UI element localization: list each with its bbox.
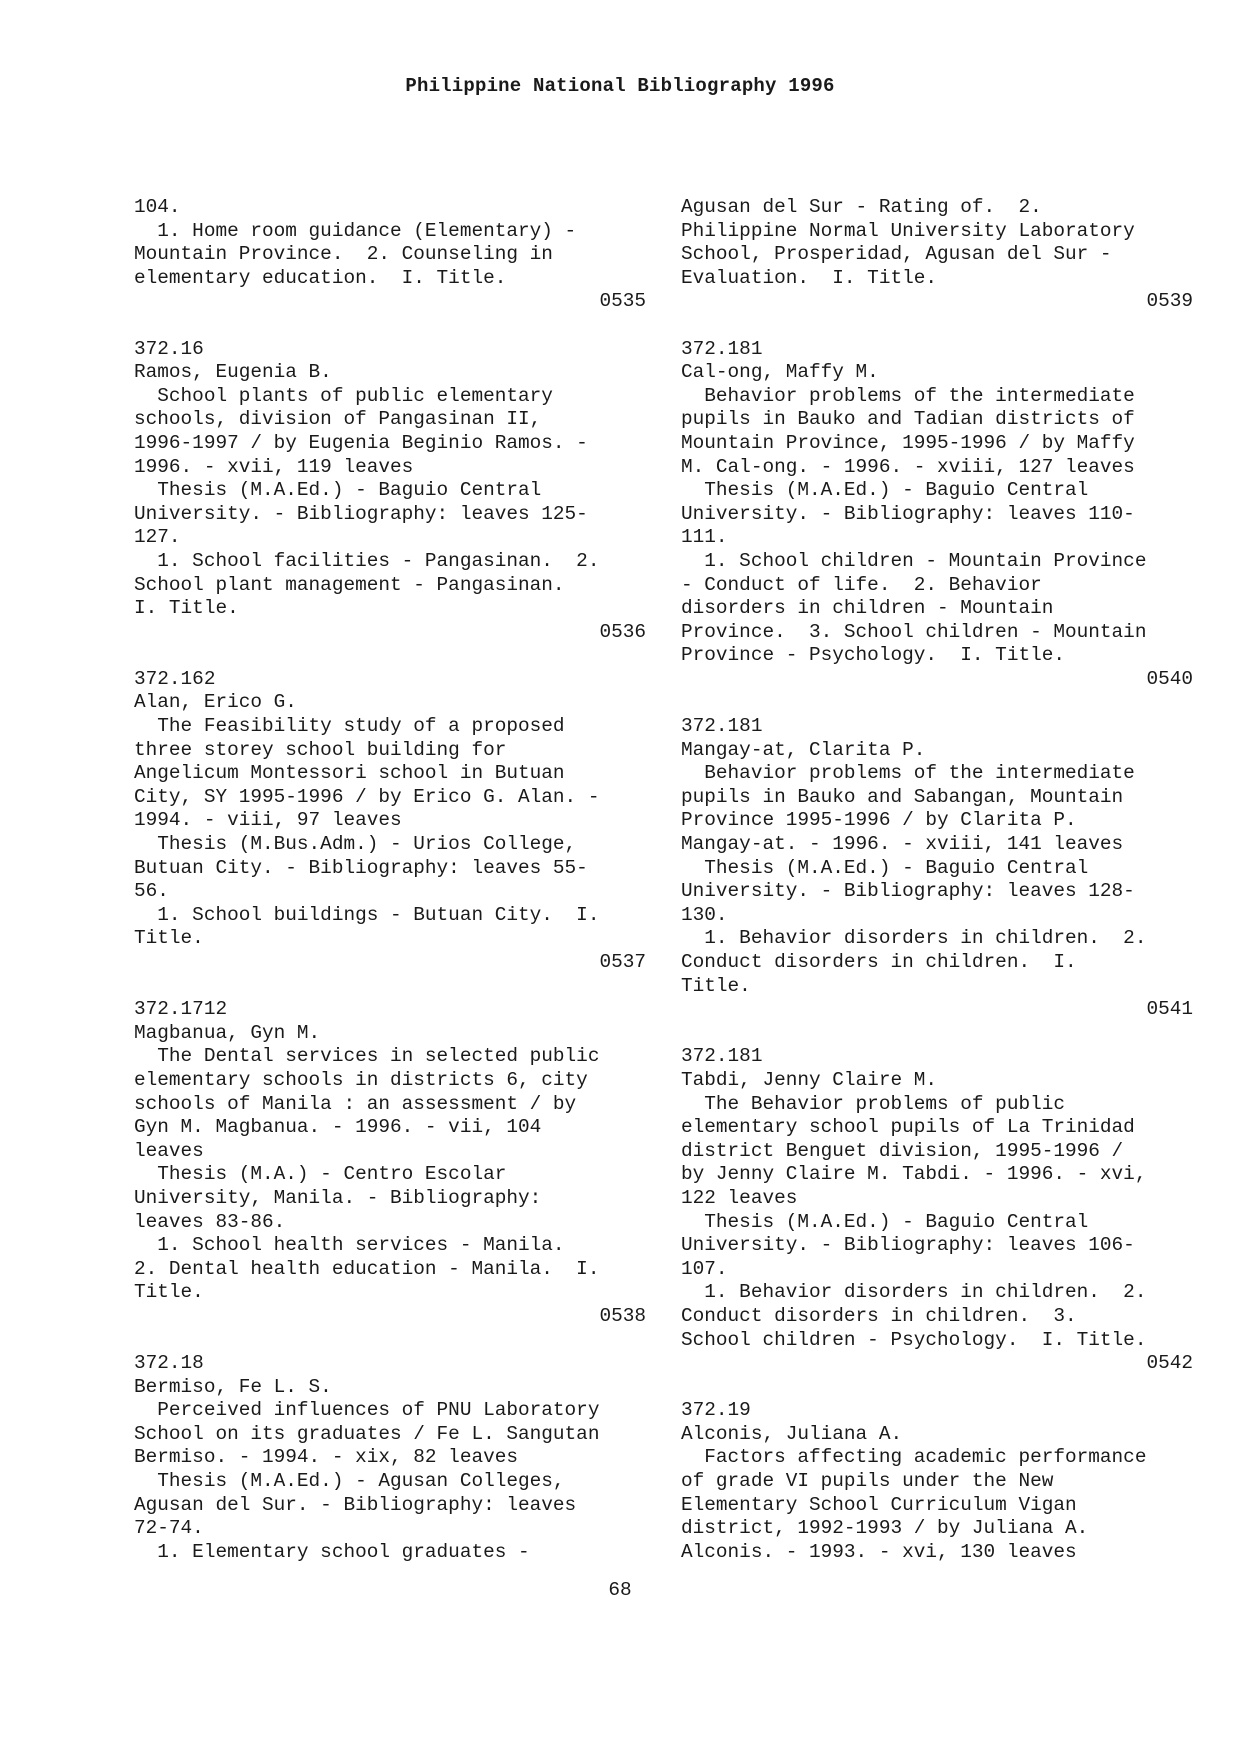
entry-line: The Feasibility study of a proposed [134, 715, 565, 738]
entry-line: I. Title. [134, 597, 239, 620]
entry-spacer [134, 1329, 646, 1353]
entry-number: 0540 [1146, 667, 1193, 690]
entry-line: district Benguet division, 1995-1996 / [681, 1139, 1124, 1162]
entry-spacer [134, 314, 646, 338]
entry-line: - Conduct of life. 2. Behavior [681, 573, 1042, 596]
entry-line: by Jenny Claire M. Tabdi. - 1996. - xvi, [681, 1163, 1147, 1186]
entry-line: disorders in children - Mountain [681, 597, 1054, 620]
entry-line: 1. Behavior disorders in children. 2. [681, 1281, 1147, 1304]
entry-line: School children - Psychology. I. Title. [681, 1328, 1147, 1351]
entry-line: Angelicum Montessori school in Butuan [134, 762, 565, 785]
entry-line: City, SY 1995-1996 / by Erico G. Alan. - [134, 785, 600, 808]
entry-line: 1. School facilities - Pangasinan. 2. [134, 549, 600, 572]
entry-line: Tabdi, Jenny Claire M. [681, 1068, 937, 1091]
entry-line: Conduct disorders in children. I. [681, 951, 1077, 973]
entry-line: Title. [134, 1281, 204, 1304]
entry-line: elementary education. I. Title. [134, 266, 507, 289]
entry-line: 127. [134, 526, 181, 549]
entry-line: University. - Bibliography: leaves 106- [681, 1234, 1135, 1257]
entry-number: 0541 [1146, 998, 1193, 1021]
entry-line: 1994. - viii, 97 leaves [134, 809, 402, 832]
entry-line: 372.18 [134, 1352, 204, 1375]
entry-line: Thesis (M.A.Ed.) - Baguio Central [681, 856, 1089, 879]
entry-number: 0537 [599, 951, 646, 973]
entry-line: of grade VI pupils under the New [681, 1470, 1054, 1493]
entry-line: leaves [134, 1139, 204, 1162]
bibliography-entry [134, 196, 646, 338]
entry-line: 1996. - xvii, 119 leaves [134, 455, 414, 478]
entry-line: Thesis (M.A.) - Centro Escolar [134, 1163, 507, 1186]
entry-line: Mangay-at, Clarita P. [681, 738, 926, 761]
bibliography-entry [134, 668, 646, 998]
right-column [681, 196, 1193, 1564]
entry-line: The Behavior problems of public [681, 1092, 1065, 1115]
entry-line: pupils in Bauko and Sabangan, Mountain [681, 785, 1124, 808]
entry-line: University. - Bibliography: leaves 128- [681, 880, 1135, 903]
entry-line: 1. Home room guidance (Elementary) - [134, 219, 577, 242]
bibliography-entry [681, 196, 1193, 338]
entry-line: Conduct disorders in children. 3. [681, 1304, 1077, 1327]
entry-line: Butuan City. - Bibliography: leaves 55- [134, 856, 588, 879]
entry-line: 1. Behavior disorders in children. 2. [681, 927, 1147, 950]
entry-line: Alconis. - 1993. - xvi, 130 leaves [681, 1540, 1077, 1563]
entry-line: School plants of public elementary [134, 384, 553, 407]
entry-number: 0542 [1146, 1352, 1193, 1375]
entry-line: Ramos, Eugenia B. [134, 361, 332, 384]
entry-line: University, Manila. - Bibliography: [134, 1186, 542, 1209]
entry-number: 0536 [599, 620, 646, 643]
entry-line: 372.19 [681, 1399, 751, 1422]
entry-line: 372.181 [681, 715, 763, 738]
entry-number: 0539 [1146, 290, 1193, 313]
entry-line: 372.181 [681, 1045, 763, 1068]
entry-line: 107. [681, 1257, 728, 1280]
entry-line: Agusan del Sur - Rating of. 2. [681, 196, 1042, 218]
entry-line: School plant management - Pangasinan. [134, 573, 565, 596]
page-number: 68 [608, 1579, 632, 1601]
entry-line: Agusan del Sur. - Bibliography: leaves [134, 1493, 577, 1516]
entry-line: Evaluation. I. Title. [681, 266, 937, 289]
entry-line: 1996-1997 / by Eugenia Beginio Ramos. - [134, 431, 588, 454]
entry-line: Alan, Erico G. [134, 691, 297, 714]
entry-line: Mangay-at. - 1996. - xviii, 141 leaves [681, 833, 1124, 856]
entry-line: 72-74. [134, 1517, 204, 1540]
entry-line: Mountain Province, 1995-1996 / by Maffy [681, 431, 1135, 454]
entry-line: 372.162 [134, 667, 216, 690]
entry-spacer [134, 975, 646, 999]
entry-line: 1. School health services - Manila. [134, 1234, 565, 1257]
entry-spacer [681, 1376, 1193, 1400]
entry-line: Bermiso. - 1994. - xix, 82 leaves [134, 1446, 518, 1469]
bibliography-entry [134, 998, 646, 1352]
entry-line: Mountain Province. 2. Counseling in [134, 243, 553, 266]
entry-spacer [681, 1022, 1193, 1046]
entry-line: 372.1712 [134, 998, 228, 1021]
entry-line: Thesis (M.A.Ed.) - Agusan Colleges, [134, 1470, 565, 1493]
entry-line: The Dental services in selected public [134, 1045, 600, 1068]
entry-line: Thesis (M.A.Ed.) - Baguio Central [134, 479, 542, 502]
entry-line: Province 1995-1996 / by Clarita P. [681, 809, 1077, 832]
entry-line: Province. 3. School children - Mountain [681, 620, 1147, 643]
bibliography-entry [134, 338, 646, 668]
entry-number: 0538 [599, 1304, 646, 1327]
entry-line: 2. Dental health education - Manila. I. [134, 1257, 600, 1280]
entry-line: schools of Manila : an assessment / by [134, 1092, 577, 1115]
entry-line: 372.16 [134, 337, 204, 360]
bibliography-entry [134, 1352, 646, 1564]
left-column [134, 196, 646, 1564]
entry-line: Factors affecting academic performance [681, 1446, 1147, 1469]
entry-line: leaves 83-86. [134, 1210, 286, 1233]
entry-line: University. - Bibliography: leaves 125- [134, 502, 588, 525]
entry-line: Philippine Normal University Laboratory [681, 219, 1135, 242]
entry-line: three storey school building for [134, 738, 507, 761]
entry-line: Thesis (M.A.Ed.) - Baguio Central [681, 479, 1089, 502]
entry-line: 111. [681, 526, 728, 549]
entry-spacer [134, 644, 646, 668]
bibliography-entry [681, 715, 1193, 1045]
entry-line: Thesis (M.A.Ed.) - Baguio Central [681, 1210, 1089, 1233]
entry-line: Title. [134, 927, 204, 950]
entry-number: 0535 [599, 290, 646, 313]
entry-line: 130. [681, 903, 728, 926]
entry-line: Elementary School Curriculum Vigan [681, 1493, 1077, 1516]
entry-line: elementary school pupils of La Trinidad [681, 1116, 1135, 1139]
bibliography-entry [681, 1399, 1193, 1564]
entry-line: Bermiso, Fe L. S. [134, 1375, 332, 1398]
entry-line: elementary schools in districts 6, city [134, 1068, 588, 1091]
entry-line: School, Prosperidad, Agusan del Sur - [681, 243, 1112, 266]
entry-line: Province - Psychology. I. Title. [681, 644, 1065, 667]
entry-line: 1. School buildings - Butuan City. I. [134, 903, 600, 926]
page-title: Philippine National Bibliography 1996 [405, 75, 835, 97]
entry-line: schools, division of Pangasinan II, [134, 408, 542, 431]
bibliography-entry [681, 1045, 1193, 1399]
entry-line: district, 1992-1993 / by Juliana A. [681, 1517, 1089, 1540]
entry-line: Behavior problems of the intermediate [681, 384, 1135, 407]
entry-line: 1. Elementary school graduates - [134, 1540, 530, 1563]
entry-line: School on its graduates / Fe L. Sangutan [134, 1422, 600, 1445]
entry-line: pupils in Bauko and Tadian districts of [681, 408, 1135, 431]
entry-spacer [681, 314, 1193, 338]
entry-line: Alconis, Juliana A. [681, 1422, 903, 1445]
entry-line: Magbanua, Gyn M. [134, 1021, 321, 1044]
entry-line: University. - Bibliography: leaves 110- [681, 502, 1135, 525]
entry-line: Perceived influences of PNU Laboratory [134, 1399, 600, 1422]
entry-line: 56. [134, 880, 169, 903]
entry-line: M. Cal-ong. - 1996. - xviii, 127 leaves [681, 455, 1135, 478]
entry-line: Cal-ong, Maffy M. [681, 361, 879, 384]
entry-line: 1. School children - Mountain Province [681, 549, 1147, 572]
entry-line: 372.181 [681, 337, 763, 360]
entry-line: 122 leaves [681, 1186, 798, 1209]
entry-line: 104. [134, 196, 181, 218]
entry-spacer [681, 691, 1193, 715]
entry-line: Gyn M. Magbanua. - 1996. - vii, 104 [134, 1116, 542, 1139]
entry-line: Behavior problems of the intermediate [681, 762, 1135, 785]
entry-line: Thesis (M.Bus.Adm.) - Urios College, [134, 833, 577, 856]
bibliography-entry [681, 338, 1193, 716]
entry-line: Title. [681, 974, 751, 997]
